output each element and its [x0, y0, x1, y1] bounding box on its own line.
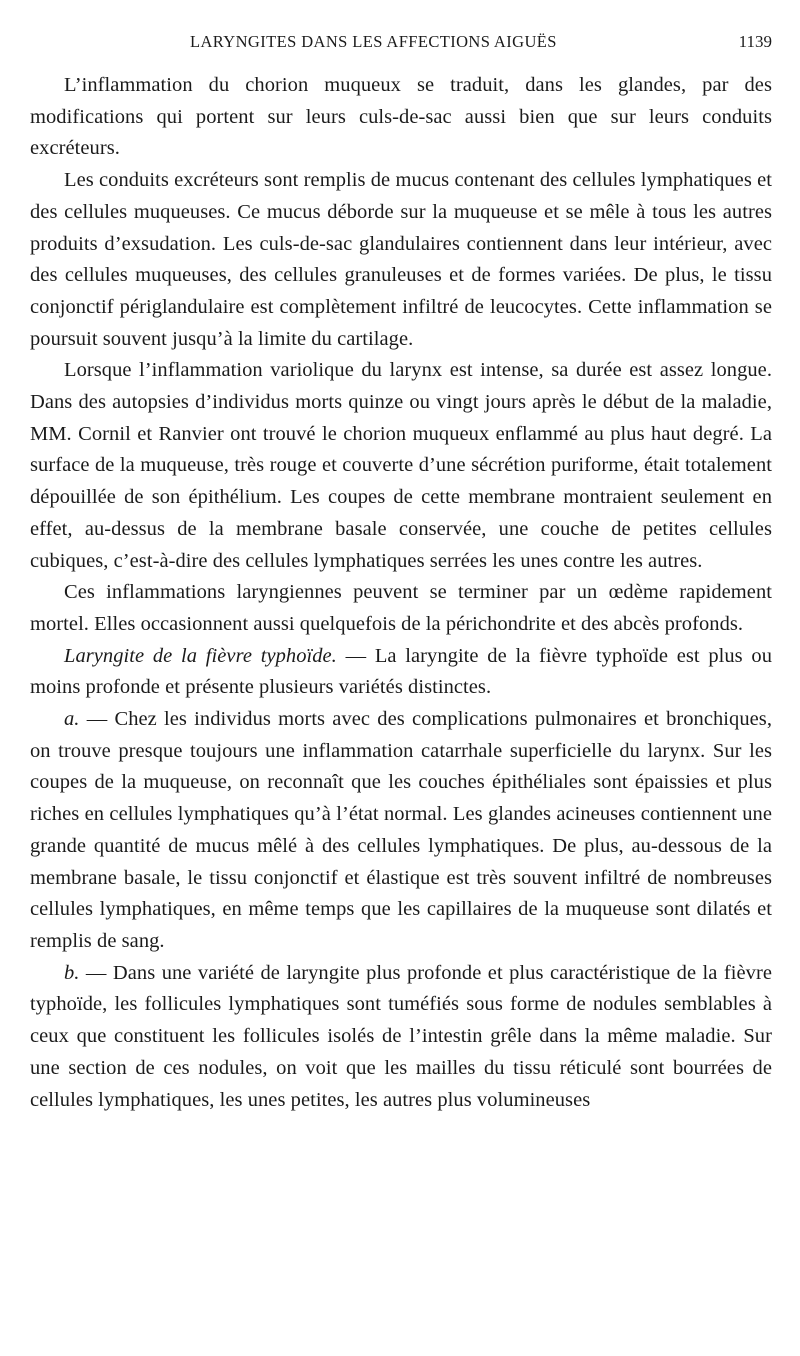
paragraph-chorion	[30, 70, 772, 165]
paragraph-text: Les conduits excréteurs sont remplis de mucus contenant des cellules lymphatiques et des cellules muqueuses. Ce mucus déborde sur la muqueuse et se mêle à tous les autres produits d’exsudation. Les culs-de-sac glandulaires contiennent dans leur intérieur, avec des cellules muqueuses, des cellules granuleuses et de formes variées. De plus, le tissu conjonctif périglandulaire est complètement infiltré de leucocytes. Cette inflammation se poursuit souvent jusqu’à la limite du cartilage.	[30, 169, 772, 350]
paragraph-text: — La laryngite de la fièvre typhoïde est plus ou moins profonde et présente plusieurs variétés distinctes.	[30, 644, 773, 699]
paragraph-text: Ces inflammations laryngiennes peuvent se terminer par un œdème rapidement mortel. Elles occasionnent aussi quelquefois de la périchondrite et des abcès profonds.	[30, 581, 772, 635]
running-title: LARYNGITES DANS LES AFFECTIONS AIGUËS	[190, 32, 557, 51]
paragraph-oedeme	[30, 577, 772, 640]
paragraph-text: — Chez les individus morts avec des complications pulmonaires et bronchiques, on trouve presque toujours une inflammation catarrhale superficielle du larynx. Sur les coupes de la muqueuse, on reconnaît que les couches épithéliales sont épaissies et plus riches en cellules lymphatiques qu’à l’état normal. Les glandes acineuses contiennent une grande quantité de mucus mêlé à des cellules lymphatiques. De plus, au-dessous de la membrane basale, le tissu conjonctif et élastique est très souvent infiltré de nombreuses cellules lymphatiques, en même temps que les capillaires de la muqueuse sont dilatés et remplis de sang.	[30, 708, 772, 952]
paragraph-conduits	[30, 165, 772, 355]
paragraph-text: Lorsque l’inflammation variolique du larynx est intense, sa durée est assez longue. Dans des autopsies d’individus morts quinze ou vingt jours après le début de la maladie, MM. Cornil et Ranvier ont trouvé le chorion muqueux enflammé au plus haut degré. La surface de la muqueuse, très rouge et couverte d’une sécrétion puriforme, était totalement dépouillée de son épithélium. Les coupes de cette membrane montraient seulement en effet, au-dessus de la membrane basale conservée, une couche de petites cellules cubiques, c’est-à-dire des cellules lymphatiques serrées les unes contre les autres.	[30, 359, 772, 572]
paragraph-variety-a	[30, 704, 772, 958]
running-header	[30, 32, 772, 60]
body-text	[30, 70, 772, 1116]
paragraph-fievre-typhoide	[30, 641, 772, 704]
paragraph-text: — Dans une variété de laryngite plus profonde et plus caractéristique de la fièvre typhoïde, les follicules lymphatiques sont tuméfiés sous forme de nodules semblables à ceux que constituent les follicules isolés de l’intestin grêle dans la même maladie. Sur une section de ces nodules, on voit que les mailles du tissu réticulé sont bourrées de cellules lymphatiques, les unes petites, les autres plus volumineuses	[30, 961, 772, 1111]
list-marker-a: a.	[64, 708, 80, 731]
paragraph-variolique	[30, 355, 772, 577]
list-marker-b: b.	[64, 961, 80, 984]
paragraph-variety-b	[30, 958, 772, 1117]
book-page	[30, 32, 772, 1116]
section-heading-italic: Laryngite de la fièvre typhoïde.	[64, 644, 337, 667]
page-number: 1139	[738, 32, 772, 51]
paragraph-text: L’inflammation du chorion muqueux se traduit, dans les glandes, par des modifications qui portent sur leurs culs-de-sac aussi bien que sur leurs conduits excréteurs.	[30, 74, 772, 160]
